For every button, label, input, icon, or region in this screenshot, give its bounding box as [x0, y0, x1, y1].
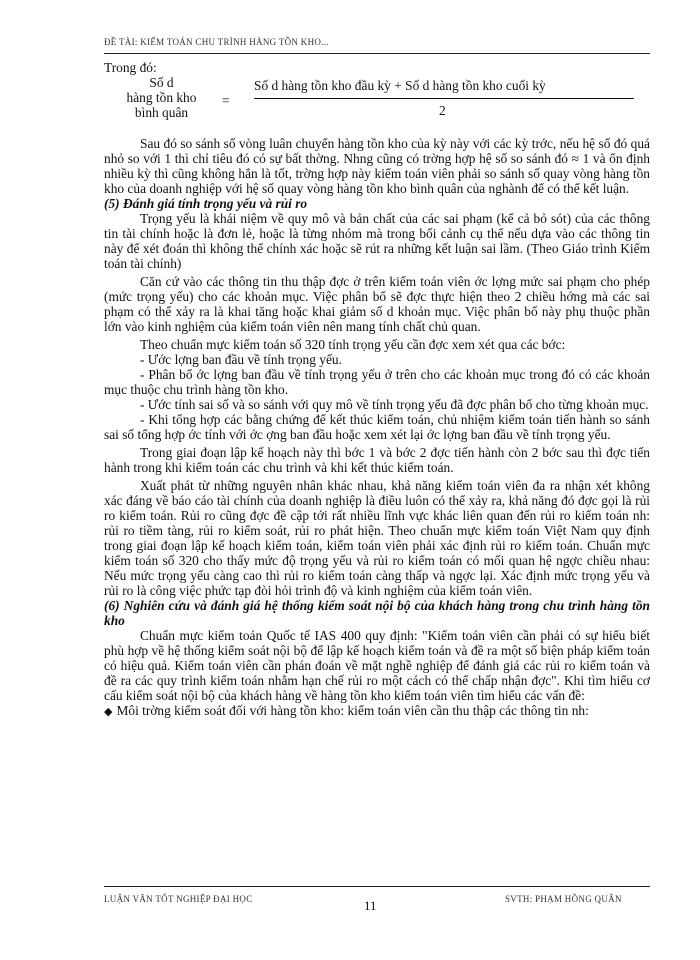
section-heading-5: (5) Đánh giá tính trọng yếu và rủi ro	[104, 196, 308, 211]
body-text	[104, 60, 650, 720]
paragraph: Theo chuẩn mực kiểm toán số 320 tính trọng yếu cần đợc xem xét qua các bớc:	[140, 337, 566, 352]
formula-denominator: 2	[439, 103, 446, 118]
paragraph: Trọng yếu là khái niệm về quy mô và bản chất của các sai phạm (kể cả bỏ sót) của các thông tin tài chính hoặc là đơn lẻ, hoặc là từng nhóm mà trong bối cảnh cụ thể nếu dựa vào các thông tin này để xét đoán thì không thể chính xác hoặc sẽ rút ra những kết luận sai lầm. (Theo Giáo trình Kiểm toán tài chính)	[104, 211, 650, 271]
formula-label-line: hàng tồn kho	[126, 90, 197, 105]
formula-numerator: Số d hàng tồn kho đầu kỳ + Số d hàng tồn kho cuối kỳ	[254, 78, 546, 93]
list-item: - Ước tính sai số và so sánh với quy mô về tính trọng yếu đã đợc phân bổ cho từng khoản mục.	[140, 397, 649, 412]
section-heading-6: (6) Nghiên cứu và đánh giá hệ thống kiểm soát nội bộ của khách hàng trong chu trình hàng tồn kho	[104, 598, 650, 628]
footer-rule	[104, 886, 650, 887]
formula-label-line: Số d	[149, 75, 174, 90]
list-item: - Ước lợng ban đầu về tính trọng yếu.	[140, 352, 342, 367]
paragraph: Xuất phát từ những nguyên nhân khác nhau, khả năng kiểm toán viên đa ra nhận xét không xác đáng về báo cáo tài chính của doanh nghiệp là điều luôn có thể xảy ra, khả năng đó đợc gọi là rủi ro kiểm toán. Rủi ro cũng đợc đề cập tới rất nhiều lĩnh vực khác liên quan đến rủi ro kiểm toán nh: rủi ro tiềm tàng, rủi ro kiểm soát, rủi ro phát hiện. Theo chuẩn mực kiểm toán Việt Nam quy định trong giai đoạn lập kế hoạch kiểm toán, kiểm toán viên phải xác định rủi ro kiểm toán. Chuẩn mực kiểm toán số 320 cho thấy mức độ trọng yếu và rủi ro kiểm toán có mối quan hệ ngợc chiều nhau: Nếu mức trọng yếu càng cao thì rủi ro kiểm toán càng thấp và ngợc lại. Xác định mức trọng yếu và rủi ro là công việc phức tạp đòi hỏi trình độ và kinh nghiệm của kiểm toán viên.	[104, 478, 650, 598]
footer-left: LUẬN VĂN TỐT NGHIỆP ĐẠI HỌC	[104, 894, 253, 904]
paragraph: Căn cứ vào các thông tin thu thập đợc ở trên kiểm toán viên ớc lợng mức sai phạm cho phép (mức trọng yếu) cho các khoản mục. Việc phân bổ sẽ đợc thực hiện theo 2 chiều hớng mà các sai phạm có thể xảy ra là khai tăng hoặc khai giảm số d khoản mục. Việc phân bổ này phụ thuộc phần lớn vào kinh nghiệm của kiểm toán viên nên mang tính chất chủ quan.	[104, 274, 650, 334]
formula-intro: Trong đó:	[104, 60, 157, 75]
formula-label	[104, 60, 219, 120]
diamond-list-text: Môi trờng kiểm soát đối với hàng tồn kho: kiểm toán viên cần thu thập các thông tin nh:	[116, 703, 589, 718]
diamond-bullet-icon: ◆	[104, 706, 113, 718]
formula-block	[104, 60, 650, 134]
footer-right: SVTH: PHẠM HỒNG QUÂN	[505, 894, 622, 904]
formula-label-line: bình quân	[134, 105, 189, 120]
paragraph: Trong giai đoạn lập kế hoạch này thì bớc 1 và bớc 2 đợc tiến hành còn 2 bớc sau thì đợc tiến hành trong khi kiểm toán các chu trình và khi kết thúc kiểm toán.	[104, 445, 650, 475]
list-item: - Khi tổng hợp các bằng chứng để kết thúc kiểm toán, chủ nhiệm kiểm toán tiến hành so sánh sai số tổng hợp ớc tính với ớc ợng ban đầu hoặc xem xét lại ớc lợng ban đầu về tính trọng yếu.	[104, 412, 650, 442]
running-header: ĐỀ TÀI: KIỂM TOÁN CHU TRÌNH HÀNG TỒN KHO...	[104, 37, 329, 47]
formula-equals: =	[222, 93, 230, 108]
page-number: 11	[364, 898, 377, 913]
header-rule	[104, 53, 650, 54]
diamond-list-item	[104, 703, 650, 720]
list-item: - Phân bổ ớc lợng ban đầu về tính trọng yếu ở trên cho các khoản mục trong đó có các khoản mục thuộc chu trình hàng tồn kho.	[104, 367, 650, 397]
fraction-bar	[254, 98, 634, 99]
paragraph: Sau đó so sánh số vòng luân chuyển hàng tồn kho của kỳ này với các kỳ trớc, nếu hệ số đó quá nhỏ so với 1 thì chỉ tiêu đó có sự bất thờng. Nhng cũng có trờng hợp hệ số so sánh đó ≈ 1 và ổn định nhiều kỳ thì cũng không hẳn là tốt, trờng hợp này kiểm toán viên phải so sánh số quay vòng hàng tồn kho của doanh nghiệp với hệ số quay vòng hàng tồn kho bình quân của nghành để có thể kết luận.	[104, 136, 650, 196]
paragraph: Chuẩn mực kiểm toán Quốc tế IAS 400 quy định: "Kiểm toán viên cần phải có sự hiểu biết phù hợp về hệ thống kiểm soát nội bộ để lập kế hoạch kiểm toán và đề ra một số biện pháp kiểm toán có hiệu quả. Kiểm toán viên cần phán đoán về mặt nghề nghiệp để đánh giá các rủi ro kiểm toán và đề ra các quy trình kiểm toán nhằm hạn chế rủi ro một cách có thể chấp nhận đợc". Khi tìm hiểu cơ cấu kiểm soát nội bộ của khách hàng về hàng tồn kho kiểm toán viên tìm hiểu các vấn đề:	[104, 628, 650, 703]
